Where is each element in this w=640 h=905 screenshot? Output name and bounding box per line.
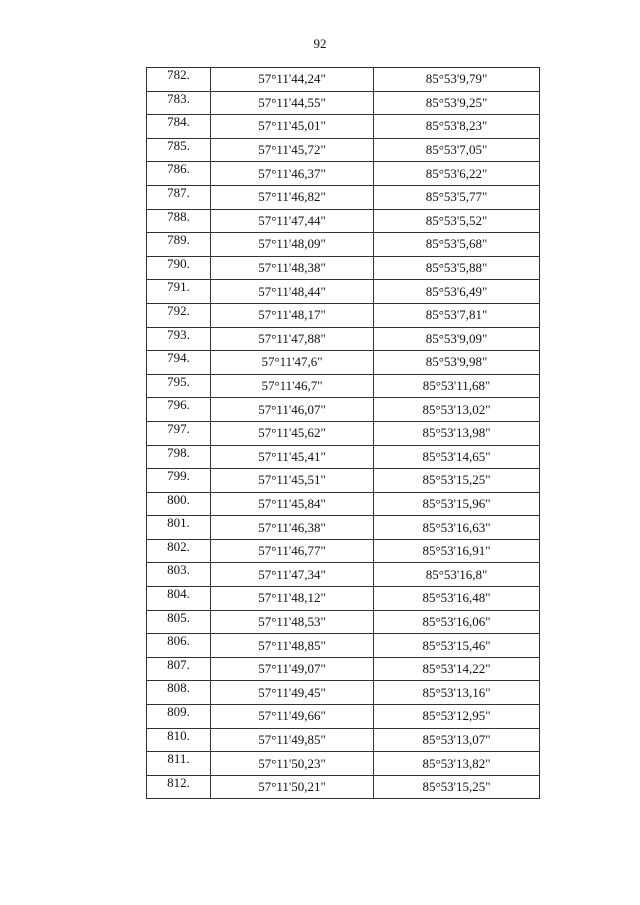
latitude-cell: 57°11'49,66" (211, 705, 374, 729)
point-number-cell: 807. (147, 657, 211, 681)
point-number-cell: 792. (147, 303, 211, 327)
table-row (147, 280, 540, 304)
table-row (147, 587, 540, 611)
longitude-cell: 85°53'16,06" (374, 610, 540, 634)
table-row (147, 351, 540, 375)
longitude-cell: 85°53'13,16" (374, 681, 540, 705)
latitude-cell: 57°11'47,44" (211, 209, 374, 233)
latitude-cell: 57°11'45,01" (211, 115, 374, 139)
longitude-cell: 85°53'15,46" (374, 634, 540, 658)
latitude-cell: 57°11'48,53" (211, 610, 374, 634)
longitude-cell: 85°53'9,79" (374, 68, 540, 92)
point-number-cell: 789. (147, 233, 211, 257)
latitude-cell: 57°11'48,85" (211, 634, 374, 658)
longitude-cell: 85°53'13,82" (374, 752, 540, 776)
longitude-cell: 85°53'15,25" (374, 469, 540, 493)
longitude-cell: 85°53'5,68" (374, 233, 540, 257)
point-number-cell: 794. (147, 351, 211, 375)
latitude-cell: 57°11'48,44" (211, 280, 374, 304)
point-number-cell: 797. (147, 421, 211, 445)
table-row (147, 209, 540, 233)
latitude-cell: 57°11'45,62" (211, 421, 374, 445)
table-row (147, 705, 540, 729)
latitude-cell: 57°11'48,17" (211, 303, 374, 327)
longitude-cell: 85°53'5,88" (374, 256, 540, 280)
point-number-cell: 808. (147, 681, 211, 705)
longitude-cell: 85°53'15,25" (374, 775, 540, 799)
longitude-cell: 85°53'13,02" (374, 398, 540, 422)
longitude-cell: 85°53'5,77" (374, 185, 540, 209)
point-number-cell: 811. (147, 752, 211, 776)
point-number-cell: 784. (147, 115, 211, 139)
point-number-cell: 809. (147, 705, 211, 729)
longitude-cell: 85°53'7,81" (374, 303, 540, 327)
table-row (147, 115, 540, 139)
point-number-cell: 805. (147, 610, 211, 634)
latitude-cell: 57°11'45,72" (211, 138, 374, 162)
latitude-cell: 57°11'46,07" (211, 398, 374, 422)
point-number-cell: 806. (147, 634, 211, 658)
table-row (147, 516, 540, 540)
longitude-cell: 85°53'16,63" (374, 516, 540, 540)
point-number-cell: 810. (147, 728, 211, 752)
table-row (147, 634, 540, 658)
latitude-cell: 57°11'49,45" (211, 681, 374, 705)
table-row (147, 138, 540, 162)
table-row (147, 469, 540, 493)
page-number: 92 (313, 36, 327, 51)
latitude-cell: 57°11'47,34" (211, 563, 374, 587)
point-number-cell: 812. (147, 775, 211, 799)
latitude-cell: 57°11'46,38" (211, 516, 374, 540)
point-number-cell: 801. (147, 516, 211, 540)
point-number-cell: 788. (147, 209, 211, 233)
coordinates-table-body (147, 68, 540, 799)
point-number-cell: 787. (147, 185, 211, 209)
table-row (147, 374, 540, 398)
longitude-cell: 85°53'9,09" (374, 327, 540, 351)
longitude-cell: 85°53'14,65" (374, 445, 540, 469)
point-number-cell: 782. (147, 68, 211, 92)
longitude-cell: 85°53'8,23" (374, 115, 540, 139)
table-row (147, 398, 540, 422)
longitude-cell: 85°53'9,98" (374, 351, 540, 375)
table-row (147, 681, 540, 705)
table-row (147, 185, 540, 209)
coordinates-table (146, 67, 540, 799)
latitude-cell: 57°11'45,84" (211, 492, 374, 516)
point-number-cell: 795. (147, 374, 211, 398)
longitude-cell: 85°53'6,49" (374, 280, 540, 304)
longitude-cell: 85°53'16,91" (374, 539, 540, 563)
point-number-cell: 796. (147, 398, 211, 422)
point-number-cell: 786. (147, 162, 211, 186)
latitude-cell: 57°11'49,07" (211, 657, 374, 681)
table-row (147, 91, 540, 115)
table-row (147, 492, 540, 516)
point-number-cell: 804. (147, 587, 211, 611)
longitude-cell: 85°53'9,25" (374, 91, 540, 115)
latitude-cell: 57°11'46,77" (211, 539, 374, 563)
longitude-cell: 85°53'12,95" (374, 705, 540, 729)
longitude-cell: 85°53'5,52" (374, 209, 540, 233)
longitude-cell: 85°53'6,22" (374, 162, 540, 186)
latitude-cell: 57°11'48,38" (211, 256, 374, 280)
table-row (147, 421, 540, 445)
latitude-cell: 57°11'48,09" (211, 233, 374, 257)
longitude-cell: 85°53'13,98" (374, 421, 540, 445)
latitude-cell: 57°11'44,55" (211, 91, 374, 115)
latitude-cell: 57°11'50,23" (211, 752, 374, 776)
longitude-cell: 85°53'15,96" (374, 492, 540, 516)
longitude-cell: 85°53'16,8" (374, 563, 540, 587)
table-row (147, 539, 540, 563)
table-row (147, 256, 540, 280)
table-row (147, 563, 540, 587)
point-number-cell: 799. (147, 469, 211, 493)
longitude-cell: 85°53'7,05" (374, 138, 540, 162)
table-row (147, 752, 540, 776)
latitude-cell: 57°11'48,12" (211, 587, 374, 611)
latitude-cell: 57°11'47,88" (211, 327, 374, 351)
latitude-cell: 57°11'46,82" (211, 185, 374, 209)
latitude-cell: 57°11'50,21" (211, 775, 374, 799)
table-row (147, 728, 540, 752)
latitude-cell: 57°11'45,41" (211, 445, 374, 469)
longitude-cell: 85°53'13,07" (374, 728, 540, 752)
table-row (147, 162, 540, 186)
longitude-cell: 85°53'14,22" (374, 657, 540, 681)
point-number-cell: 790. (147, 256, 211, 280)
table-row (147, 303, 540, 327)
longitude-cell: 85°53'11,68" (374, 374, 540, 398)
point-number-cell: 791. (147, 280, 211, 304)
point-number-cell: 798. (147, 445, 211, 469)
latitude-cell: 57°11'47,6" (211, 351, 374, 375)
point-number-cell: 802. (147, 539, 211, 563)
table-row (147, 68, 540, 92)
point-number-cell: 803. (147, 563, 211, 587)
table-row (147, 610, 540, 634)
latitude-cell: 57°11'45,51" (211, 469, 374, 493)
table-row (147, 775, 540, 799)
table-row (147, 233, 540, 257)
latitude-cell: 57°11'46,37" (211, 162, 374, 186)
table-row (147, 445, 540, 469)
point-number-cell: 783. (147, 91, 211, 115)
point-number-cell: 785. (147, 138, 211, 162)
latitude-cell: 57°11'49,85" (211, 728, 374, 752)
point-number-cell: 793. (147, 327, 211, 351)
point-number-cell: 800. (147, 492, 211, 516)
latitude-cell: 57°11'46,7" (211, 374, 374, 398)
table-row (147, 657, 540, 681)
longitude-cell: 85°53'16,48" (374, 587, 540, 611)
latitude-cell: 57°11'44,24" (211, 68, 374, 92)
table-row (147, 327, 540, 351)
